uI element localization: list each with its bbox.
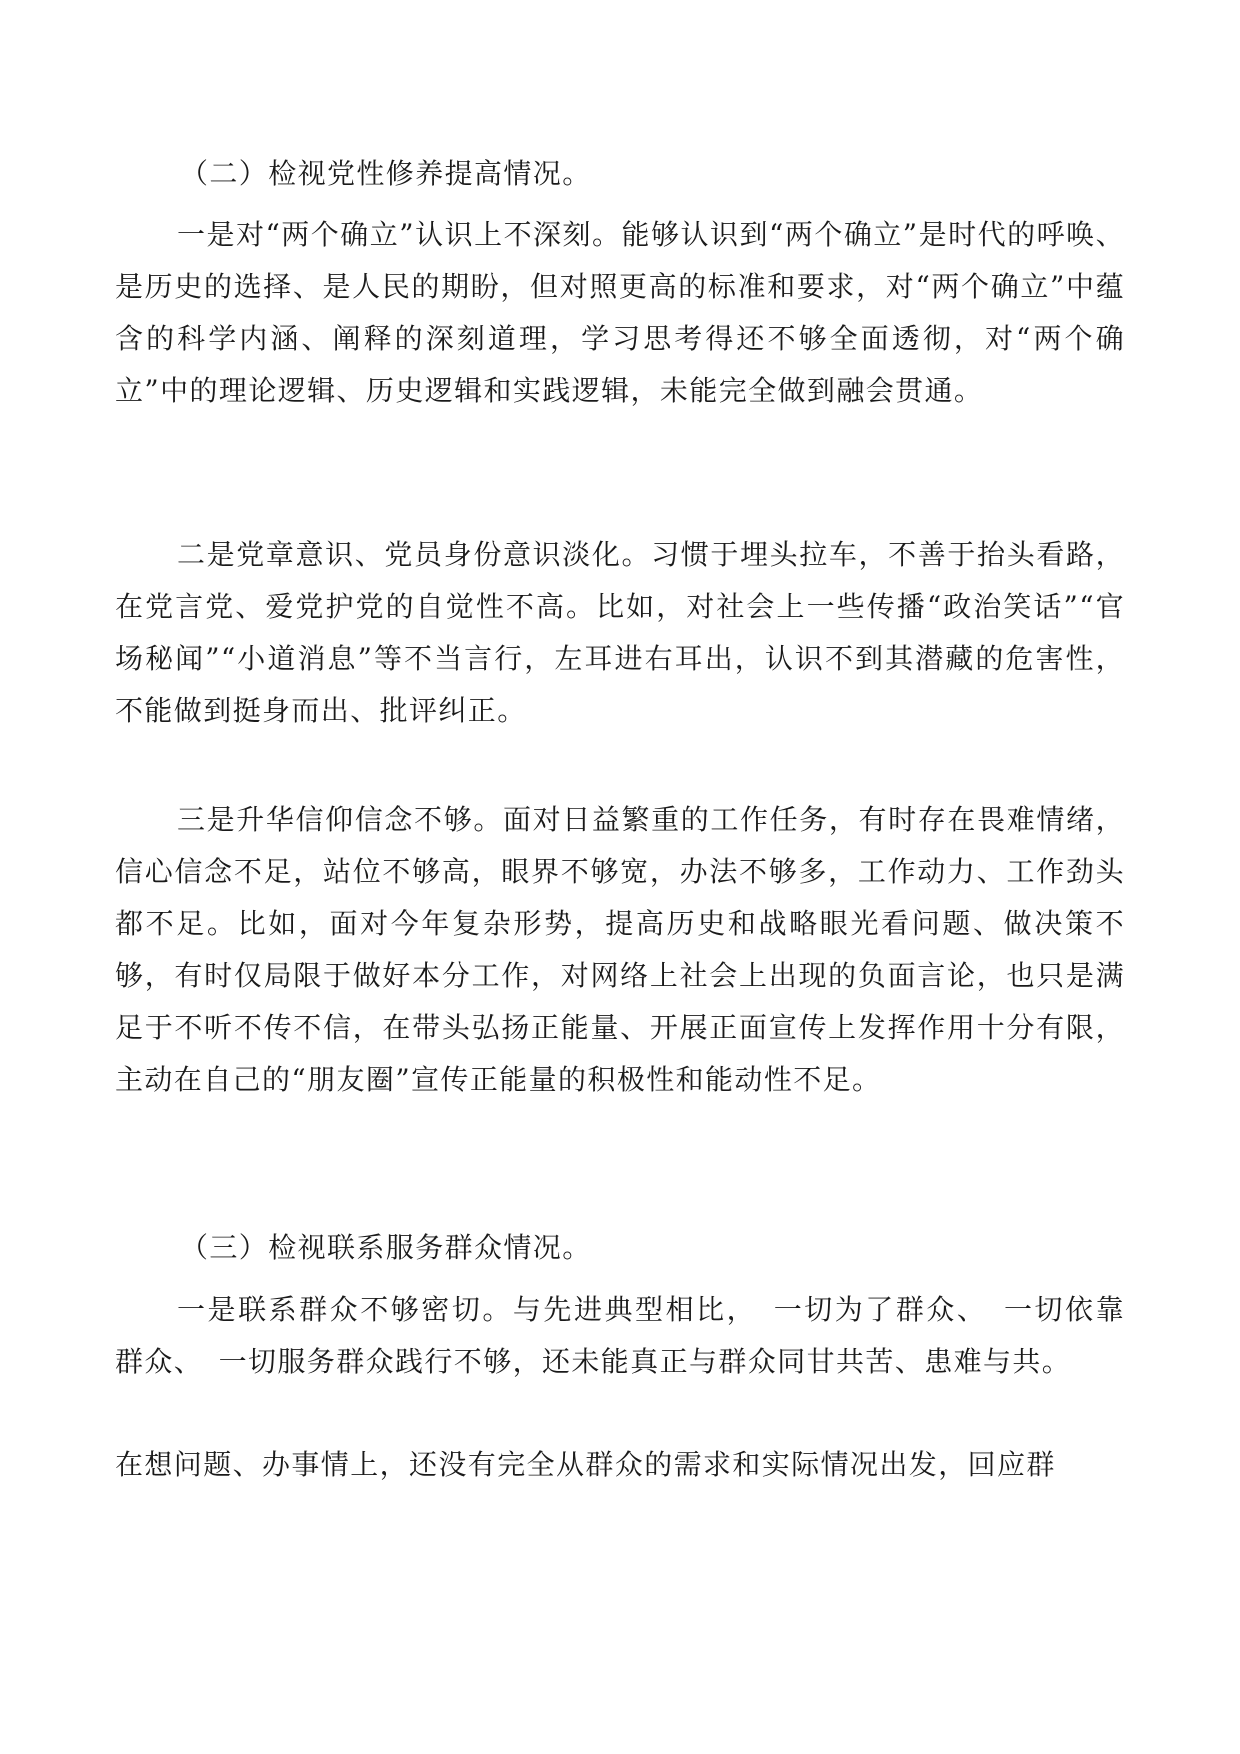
paragraph-1: 一是对“两个确立”认识上不深刻。能够认识到“两个确立”是时代的呼唤、是历史的选择、是人民的期盼，但对照更高的标准和要求，对“两个确立”中蕴含的科学内涵、阐释的深刻道理，学习思考得还不够全面透彻，对“两个确立”中的理论逻辑、历史逻辑和实践逻辑，未能完全做到融会贯通。 — [115, 218, 1125, 407]
paragraph-3: 三是升华信仰信念不够。面对日益繁重的工作任务，有时存在畏难情绪，信心信念不足，站位不够高，眼界不够宽，办法不够多，工作动力、工作劲头都不足。比如，面对今年复杂形势，提高历史和战略眼光看问题、做决策不够，有时仅局限于做好本分工作，对网络上社会上出现的负面言论，也只是满足于不听不传不信，在带头弘扬正能量、开展正面宣传上发挥作用十分有限，主动在自己的“朋友圈”宣传正能量的积极性和能动性不足。 — [115, 803, 1125, 1096]
section-heading-2: （二）检视党性修养提高情况。 — [180, 157, 592, 190]
section-heading-3: （三）检视联系服务群众情况。 — [180, 1231, 592, 1264]
paragraph-2: 二是党章意识、党员身份意识淡化。习惯于埋头拉车，不善于抬头看路，在党言党、爱党护党的自觉性不高。比如，对社会上一些传播“政治笑话”“官场秘闻”“小道消息”等不当言行，左耳进右耳出，认识不到其潜藏的危害性，不能做到挺身而出、批评纠正。 — [115, 538, 1125, 727]
paragraph-5: 在想问题、办事情上，还没有完全从群众的需求和实际情况出发，回应群 — [115, 1448, 1056, 1481]
paragraph-4: 一是联系群众不够密切。与先进典型相比， 一切为了群众、 一切依靠 群众、 一切服务群众践行不够，还未能真正与群众同甘共苦、患难与共。 — [115, 1293, 1155, 1378]
